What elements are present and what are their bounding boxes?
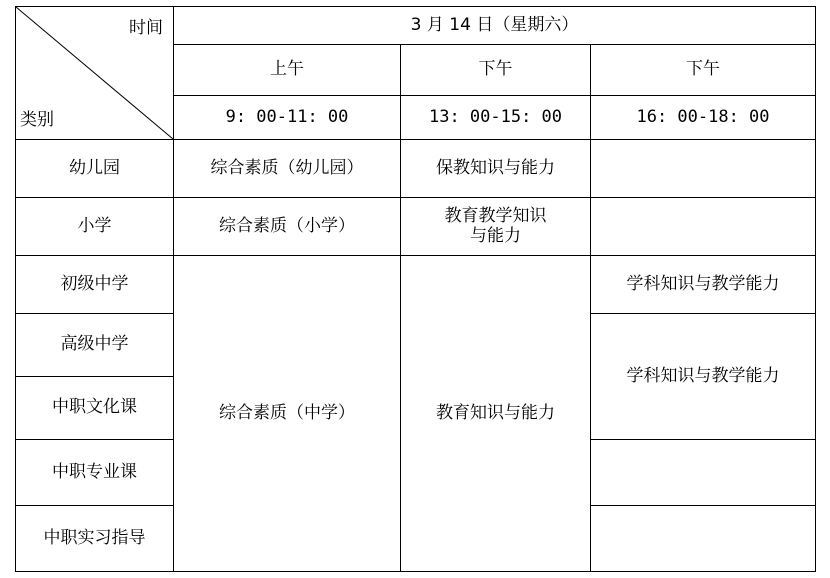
session-afternoon-2: 下午 [591,45,816,96]
category-primary: 小学 [16,198,174,256]
table-row [16,140,816,198]
senior-voc-afternoon2-subject: 学科知识与教学能力 [591,314,816,440]
table-row [16,198,816,256]
exam-schedule-table [15,6,816,572]
kindergarten-afternoon2-subject [591,140,816,198]
session-afternoon-1: 下午 [401,45,591,96]
primary-afternoon1-subject: 教育教学知识与能力 [401,198,591,256]
category-senior-middle: 高级中学 [16,314,174,377]
session-morning: 上午 [174,45,401,96]
category-junior-middle: 初级中学 [16,256,174,314]
secondary-afternoon1-subject: 教育知识与能力 [401,256,591,572]
time-slot-afternoon-2: 16: 00-18: 00 [591,96,816,140]
category-kindergarten: 幼儿园 [16,140,174,198]
junior-afternoon2-subject: 学科知识与教学能力 [591,256,816,314]
time-slot-afternoon-1: 13: 00-15: 00 [401,96,591,140]
primary-morning-subject: 综合素质（小学） [174,198,401,256]
category-voc-major: 中职专业课 [16,440,174,506]
time-slot-morning: 9: 00-11: 00 [174,96,401,140]
category-voc-culture: 中职文化课 [16,377,174,440]
voc-intern-afternoon2-subject [591,506,816,572]
diagonal-header-cell [16,7,174,140]
voc-major-afternoon2-subject [591,440,816,506]
secondary-morning-subject: 综合素质（中学） [174,256,401,572]
category-voc-internship: 中职实习指导 [16,506,174,572]
exam-date: 3 月 14 日（星期六） [174,7,816,45]
table-row [16,7,816,45]
category-label: 类别 [20,110,54,131]
time-label: 时间 [129,18,163,38]
table-row [16,256,816,314]
kindergarten-afternoon1-subject: 保教知识与能力 [401,140,591,198]
kindergarten-morning-subject: 综合素质（幼儿园） [174,140,401,198]
primary-afternoon2-subject [591,198,816,256]
